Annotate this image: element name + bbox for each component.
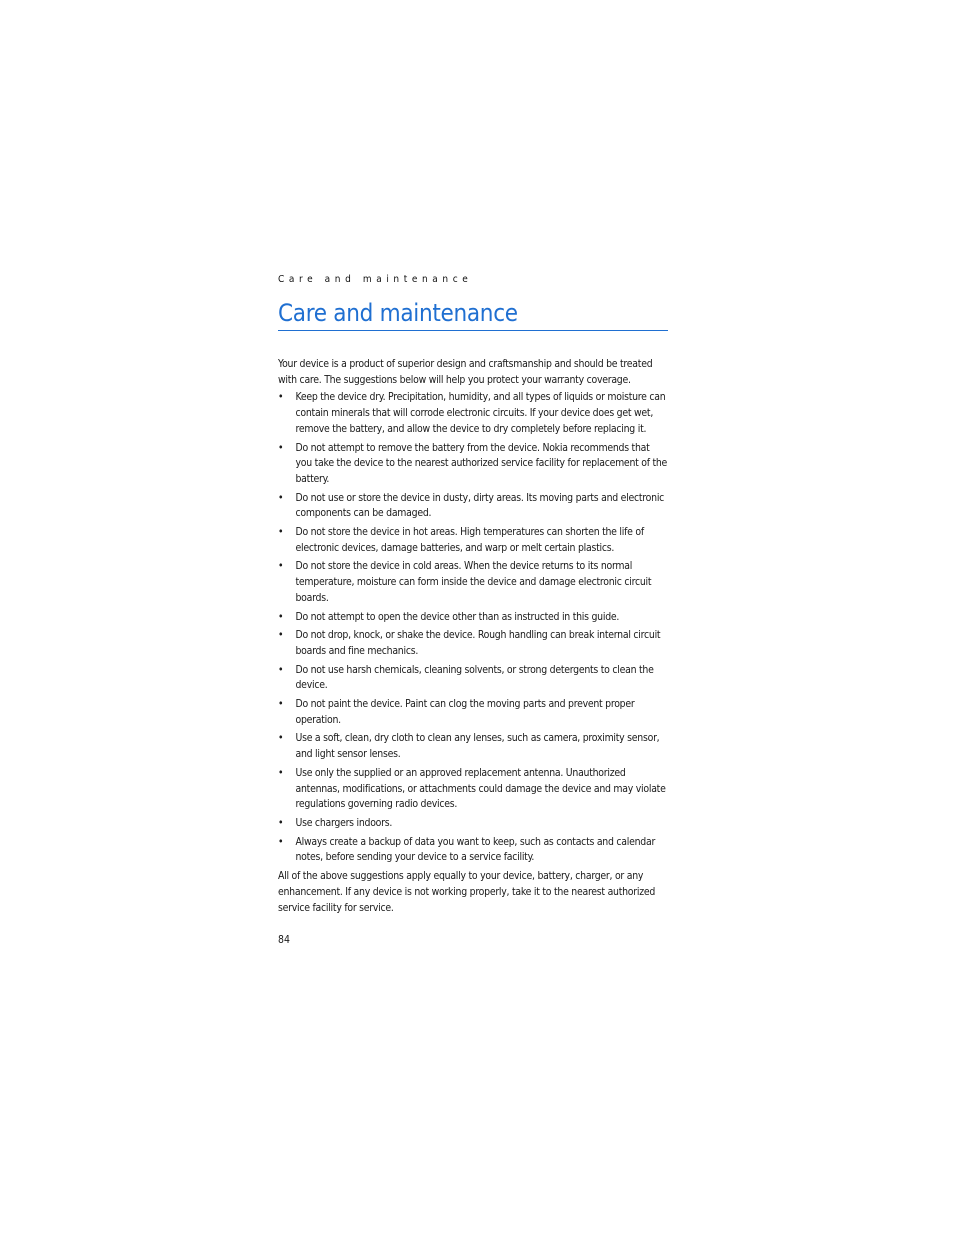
bullet-icon: •: [278, 629, 284, 642]
bullet-icon: •: [278, 663, 284, 676]
list-item-text: Keep the device dry. Precipitation, humidity, and all types of liquids or moisture can contain minerals that will corrode electronic circuits. If your device does get wet, remove the battery, and allow the device to dry completely before replacing it.: [295, 391, 666, 435]
list-item: [278, 731, 668, 762]
list-item-text: Do not store the device in hot areas. High temperatures can shorten the life of electronic devices, damage batteries, and warp or melt certain plastics.: [295, 526, 644, 554]
list-item: [278, 697, 668, 728]
list-item-text: Always create a backup of data you want to keep, such as contacts and calendar notes, before sending your device to a service facility.: [295, 835, 656, 864]
bullet-icon: •: [278, 560, 284, 573]
list-item: [278, 525, 668, 556]
running-header: Care and maintenance: [278, 274, 473, 285]
bullet-icon: •: [278, 816, 284, 829]
list-item: [278, 766, 668, 813]
bullet-icon: •: [278, 491, 284, 504]
list-item: [278, 835, 668, 866]
bullet-icon: •: [278, 391, 284, 404]
list-item: [278, 610, 668, 626]
bullet-icon: •: [278, 698, 284, 711]
list-item-text: Do not paint the device. Paint can clog the moving parts and prevent proper operation.: [295, 698, 635, 726]
list-item-text: Do not drop, knock, or shake the device. Rough handling can break internal circuit boards and fine mechanics.: [295, 629, 661, 657]
intro-paragraph: Your device is a product of superior design and craftsmanship and should be treated with care. The suggestions below will help you protect your warranty coverage.: [278, 358, 653, 386]
list-item-text: Do not store the device in cold areas. When the device returns to its normal temperature, moisture can form inside the device and damage electronic circuit boards.: [295, 560, 652, 604]
page-number: 84: [278, 934, 290, 947]
list-item-text: Do not use harsh chemicals, cleaning solvents, or strong detergents to clean the device.: [295, 663, 654, 692]
list-item: [278, 441, 668, 488]
care-bullet-list: [278, 390, 668, 866]
list-item-text: Use a soft, clean, dry cloth to clean any lenses, such as camera, proximity sensor, and light sensor lenses.: [295, 732, 660, 761]
list-item: [278, 816, 668, 832]
list-item: [278, 663, 668, 694]
list-item: [278, 491, 668, 522]
page-title: Care and maintenance: [278, 299, 668, 331]
list-item: [278, 390, 668, 437]
list-item-text: Do not attempt to remove the battery from the device. Nokia recommends that you take the device to the nearest authorized service facility for replacement of the battery.: [295, 441, 668, 485]
bullet-icon: •: [278, 526, 284, 539]
bullet-icon: •: [278, 835, 284, 848]
closing-paragraph: All of the above suggestions apply equally to your device, battery, charger, or any enhancement. If any device is not working properly, take it to the nearest authorized service facility for service.: [278, 870, 656, 914]
list-item-text: Use chargers indoors.: [295, 816, 393, 829]
bullet-icon: •: [278, 732, 284, 745]
list-item: [278, 559, 668, 606]
list-item-text: Do not attempt to open the device other than as instructed in this guide.: [295, 610, 620, 623]
bullet-icon: •: [278, 441, 284, 454]
bullet-icon: •: [278, 766, 284, 779]
list-item: [278, 628, 668, 659]
list-item-text: Use only the supplied or an approved replacement antenna. Unauthorized antennas, modifications, or attachments could damage the device and may violate regulations governing radio devices.: [295, 766, 666, 811]
bullet-icon: •: [278, 610, 284, 623]
document-page: [278, 274, 668, 948]
list-item-text: Do not use or store the device in dusty, dirty areas. Its moving parts and electronic components can be damaged.: [295, 491, 665, 520]
